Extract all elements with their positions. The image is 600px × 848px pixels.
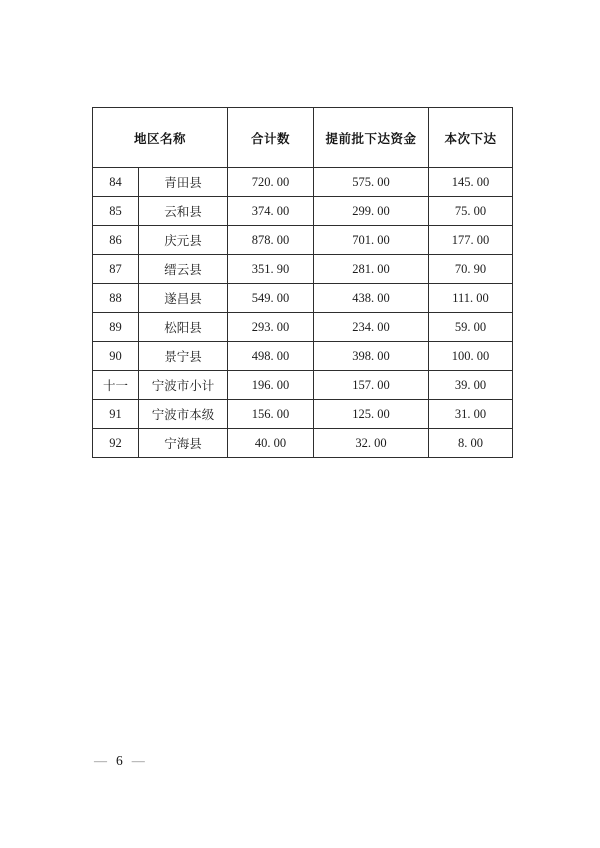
current-allocation-cell: 177. 00 [429,226,513,255]
table-row [93,342,513,371]
total-amount-cell: 374. 00 [228,197,314,226]
region-name-cell: 宁波市小计 [139,371,228,400]
table-row [93,429,513,458]
region-name-cell: 宁波市本级 [139,400,228,429]
total-amount-cell: 549. 00 [228,284,314,313]
row-index-cell: 十一 [93,371,139,400]
row-index-cell: 88 [93,284,139,313]
total-amount-cell: 156. 00 [228,400,314,429]
row-index-cell: 89 [93,313,139,342]
table-row [93,226,513,255]
table-row [93,255,513,284]
advance-batch-funds-cell: 438. 00 [314,284,429,313]
total-amount-cell: 40. 00 [228,429,314,458]
page-number-dash-right: — [131,753,145,768]
total-amount-cell: 498. 00 [228,342,314,371]
region-name-cell: 景宁县 [139,342,228,371]
page-number [94,753,145,769]
row-index-cell: 92 [93,429,139,458]
header-current-allocation: 本次下达 [429,108,513,168]
total-amount-cell: 293. 00 [228,313,314,342]
region-name-cell: 遂昌县 [139,284,228,313]
total-amount-cell: 720. 00 [228,168,314,197]
total-amount-cell: 351. 90 [228,255,314,284]
total-amount-cell: 196. 00 [228,371,314,400]
region-name-cell: 缙云县 [139,255,228,284]
row-index-cell: 87 [93,255,139,284]
current-allocation-cell: 100. 00 [429,342,513,371]
page-number-value: 6 [116,753,123,768]
table-row [93,371,513,400]
table-row [93,168,513,197]
funding-allocation-table [92,107,513,458]
current-allocation-cell: 145. 00 [429,168,513,197]
current-allocation-cell: 31. 00 [429,400,513,429]
advance-batch-funds-cell: 701. 00 [314,226,429,255]
table-row [93,400,513,429]
region-name-cell: 松阳县 [139,313,228,342]
header-region-name: 地区名称 [93,108,228,168]
header-total: 合计数 [228,108,314,168]
table-row [93,284,513,313]
advance-batch-funds-cell: 398. 00 [314,342,429,371]
table-row [93,197,513,226]
current-allocation-cell: 75. 00 [429,197,513,226]
current-allocation-cell: 111. 00 [429,284,513,313]
advance-batch-funds-cell: 157. 00 [314,371,429,400]
row-index-cell: 91 [93,400,139,429]
current-allocation-cell: 39. 00 [429,371,513,400]
advance-batch-funds-cell: 32. 00 [314,429,429,458]
region-name-cell: 庆元县 [139,226,228,255]
row-index-cell: 90 [93,342,139,371]
table-row [93,313,513,342]
advance-batch-funds-cell: 575. 00 [314,168,429,197]
region-name-cell: 宁海县 [139,429,228,458]
total-amount-cell: 878. 00 [228,226,314,255]
advance-batch-funds-cell: 234. 00 [314,313,429,342]
advance-batch-funds-cell: 299. 00 [314,197,429,226]
current-allocation-cell: 8. 00 [429,429,513,458]
table-header-row [93,108,513,168]
header-advance-batch-funds: 提前批下达资金 [314,108,429,168]
page-number-dash-left: — [94,753,107,768]
row-index-cell: 84 [93,168,139,197]
advance-batch-funds-cell: 125. 00 [314,400,429,429]
row-index-cell: 85 [93,197,139,226]
row-index-cell: 86 [93,226,139,255]
current-allocation-cell: 59. 00 [429,313,513,342]
region-name-cell: 青田县 [139,168,228,197]
region-name-cell: 云和县 [139,197,228,226]
advance-batch-funds-cell: 281. 00 [314,255,429,284]
current-allocation-cell: 70. 90 [429,255,513,284]
